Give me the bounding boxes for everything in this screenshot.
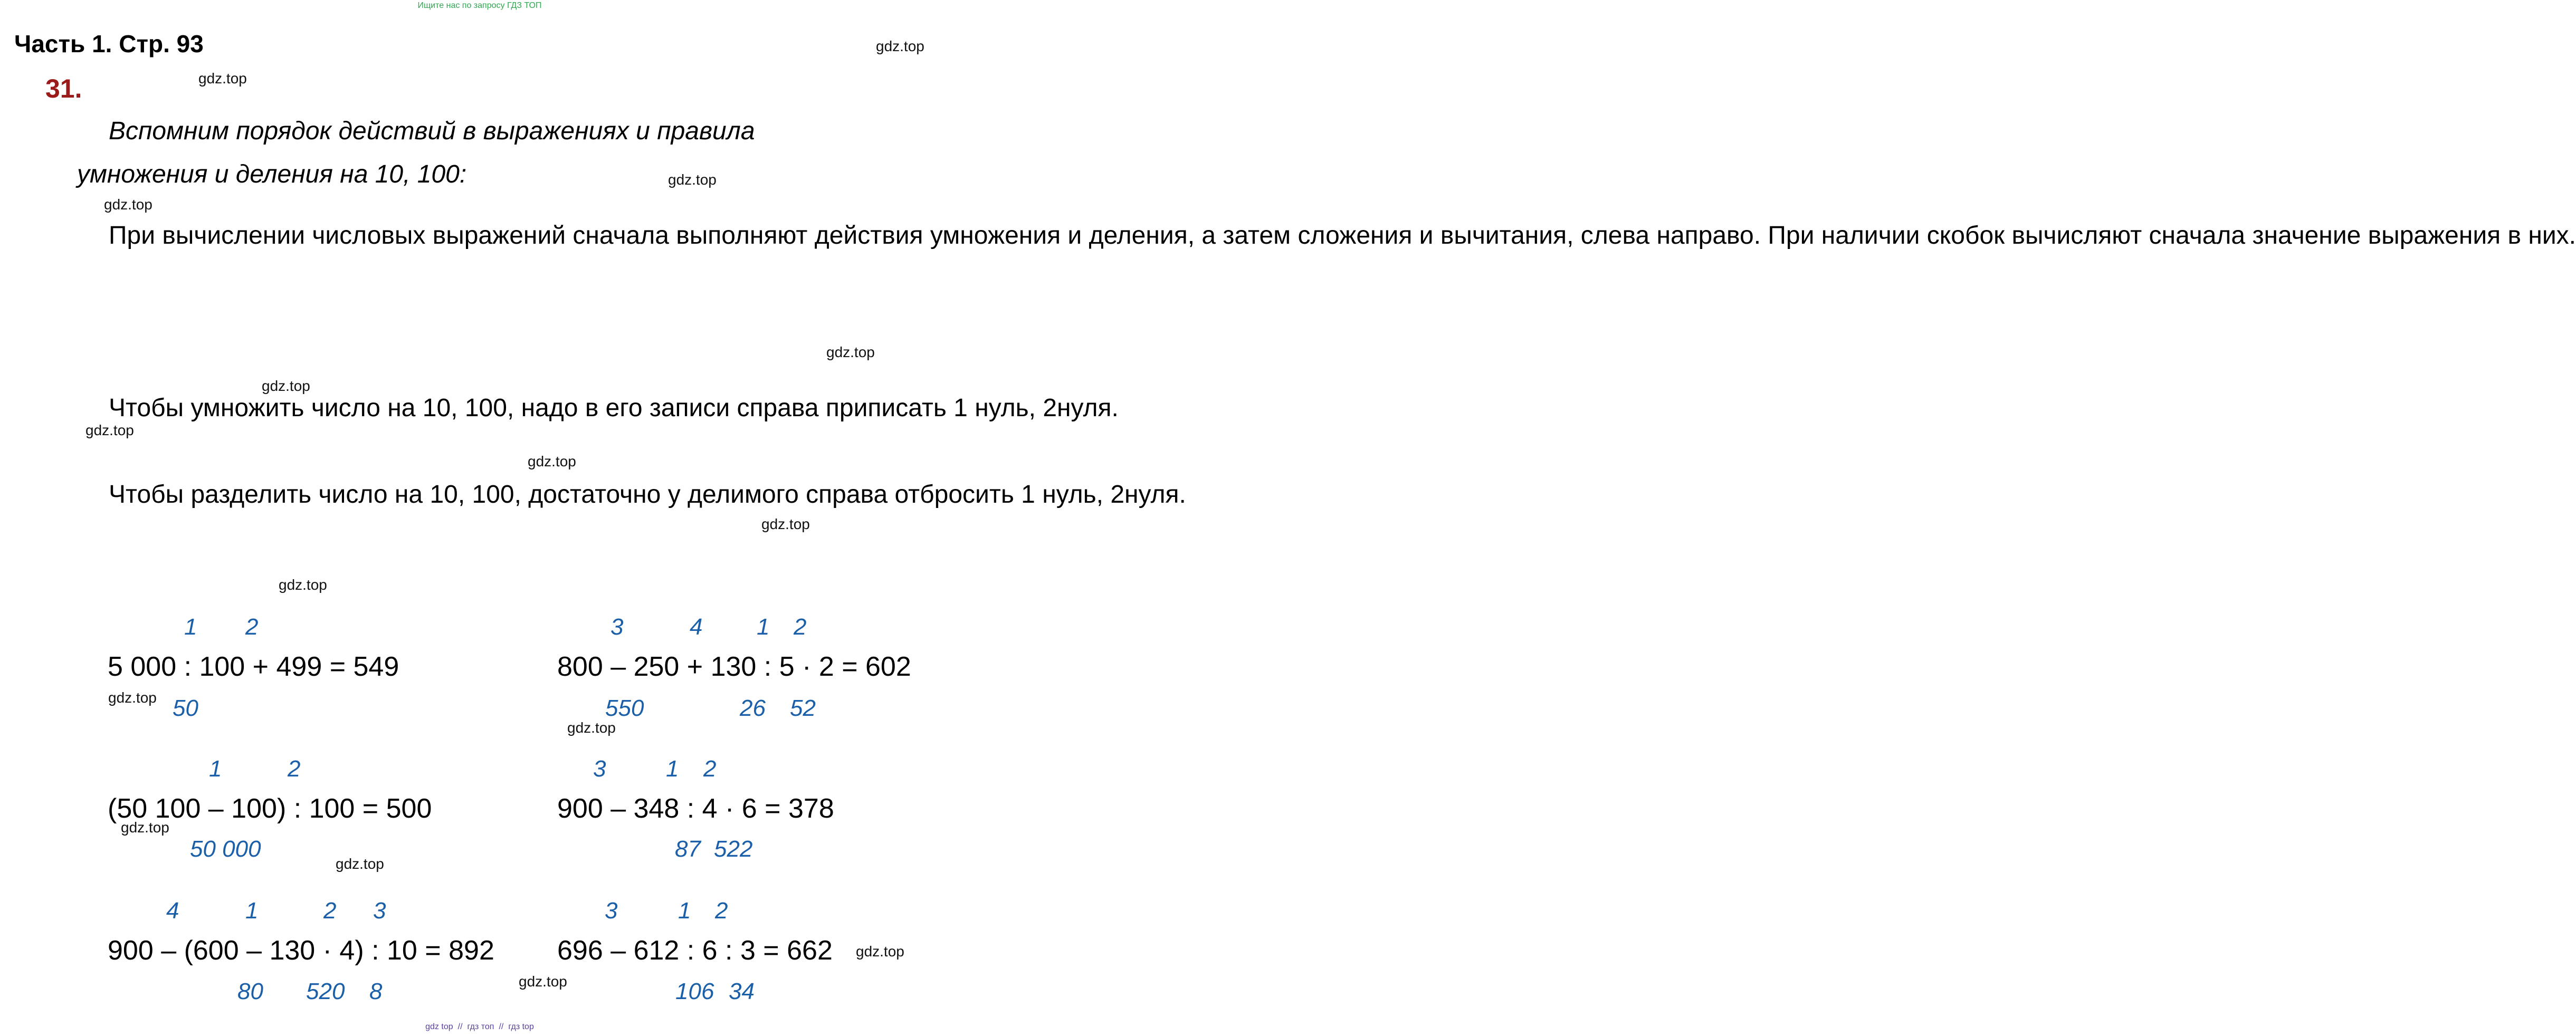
e1-order-2: 2 bbox=[245, 614, 259, 640]
e4-result-2: 522 bbox=[714, 836, 753, 862]
expression-1: 5 000 : 100 + 499 = 549 bbox=[108, 651, 399, 682]
e5-order-4: 3 bbox=[373, 898, 386, 924]
watermark: gdz.top bbox=[85, 422, 134, 438]
e2-result-3: 52 bbox=[790, 695, 816, 721]
expression-6: 696 – 612 : 6 : 3 = 662 bbox=[557, 935, 833, 966]
e4-order-1: 3 bbox=[593, 756, 606, 782]
watermark: gdz.top bbox=[567, 720, 616, 736]
e5-order-2: 1 bbox=[245, 898, 259, 924]
watermark: gdz.top bbox=[876, 38, 924, 54]
watermark: gdz.top bbox=[519, 973, 567, 990]
e1-result-1: 50 bbox=[173, 695, 198, 721]
e6-result-2: 34 bbox=[729, 979, 755, 1004]
footer-link[interactable]: гдз топ bbox=[467, 1022, 494, 1031]
e1-order-1: 1 bbox=[184, 614, 197, 640]
watermark: gdz.top bbox=[336, 856, 384, 872]
e2-order-2: 4 bbox=[690, 614, 703, 640]
e5-result-3: 8 bbox=[369, 979, 383, 1004]
expression-4: 900 – 348 : 4 · 6 = 378 bbox=[557, 793, 834, 824]
e2-order-3: 1 bbox=[757, 614, 770, 640]
e5-order-3: 2 bbox=[323, 898, 337, 924]
e6-result-1: 106 bbox=[675, 979, 714, 1004]
e4-order-3: 2 bbox=[703, 756, 717, 782]
expression-3: (50 100 – 100) : 100 = 500 bbox=[108, 793, 432, 824]
top-banner: Ищите нас по запросу ГДЗ ТОП bbox=[417, 1, 542, 10]
e3-result-1: 50 000 bbox=[190, 836, 261, 862]
footer-links bbox=[0, 1022, 959, 1032]
footer-link[interactable]: gdz top bbox=[425, 1022, 453, 1031]
e2-result-1: 550 bbox=[605, 695, 644, 721]
e2-order-4: 2 bbox=[794, 614, 807, 640]
exercise-number: 31. bbox=[45, 74, 82, 103]
footer-separator: // bbox=[457, 1022, 463, 1031]
watermark: gdz.top bbox=[668, 171, 717, 188]
e6-order-1: 3 bbox=[605, 898, 618, 924]
footer-link[interactable]: гдз top bbox=[508, 1022, 534, 1031]
rule-order-of-operations: При вычислении числовых выражений сначала выполняют действия умножения и деления, а затем сложения и вычитания, слева направо. При наличии скобок вычисляют сначала значение выражения в них. bbox=[109, 222, 2576, 250]
page-title: Часть 1. Стр. 93 bbox=[14, 30, 204, 57]
e2-result-2: 26 bbox=[740, 695, 766, 721]
e6-order-2: 1 bbox=[678, 898, 691, 924]
watermark: gdz.top bbox=[279, 577, 327, 593]
watermark: gdz.top bbox=[856, 943, 904, 960]
watermark: gdz.top bbox=[528, 453, 576, 469]
expression-2: 800 – 250 + 130 : 5 · 2 = 602 bbox=[557, 651, 911, 682]
watermark: gdz.top bbox=[826, 344, 875, 360]
e3-order-1: 1 bbox=[209, 756, 222, 782]
expression-5: 900 – (600 – 130 · 4) : 10 = 892 bbox=[108, 935, 494, 966]
intro-text bbox=[77, 110, 953, 196]
watermark: gdz.top bbox=[108, 689, 157, 706]
e5-result-1: 80 bbox=[237, 979, 263, 1004]
footer-separator: // bbox=[499, 1022, 504, 1031]
e4-result-1: 87 bbox=[675, 836, 701, 862]
e3-order-2: 2 bbox=[288, 756, 301, 782]
watermark: gdz.top bbox=[761, 516, 810, 532]
intro-line-1: Вспомним порядок действий в выражениях и правила bbox=[109, 117, 755, 145]
watermark: gdz.top bbox=[121, 819, 169, 836]
e6-order-3: 2 bbox=[715, 898, 728, 924]
e5-result-2: 520 bbox=[306, 979, 345, 1004]
e4-order-2: 1 bbox=[666, 756, 679, 782]
e2-order-1: 3 bbox=[610, 614, 624, 640]
rule-divide: Чтобы разделить число на 10, 100, достаточно у делимого справа отбросить 1 нуль, 2нуля. bbox=[109, 481, 1186, 509]
watermark: gdz.top bbox=[262, 378, 310, 394]
watermark: gdz.top bbox=[198, 70, 247, 87]
intro-line-2: умножения и деления на 10, 100: bbox=[77, 160, 467, 188]
rule-multiply: Чтобы умножить число на 10, 100, надо в его записи справа приписать 1 нуль, 2нуля. bbox=[109, 394, 1119, 422]
e5-order-1: 4 bbox=[166, 898, 179, 924]
watermark: gdz.top bbox=[104, 196, 152, 213]
